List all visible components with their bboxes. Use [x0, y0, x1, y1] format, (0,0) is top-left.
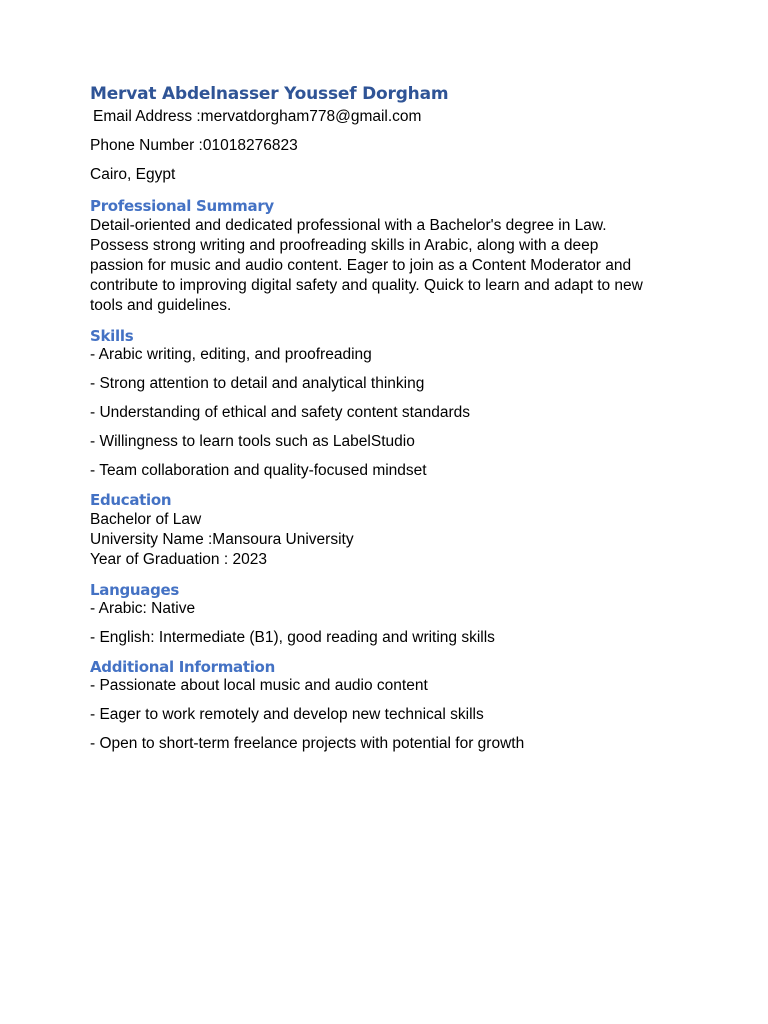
degree: Bachelor of Law — [90, 511, 202, 528]
summary-line: contribute to improving digital safety and quality. Quick to learn and adapt to new — [90, 277, 643, 294]
resume-document — [90, 80, 690, 753]
skill-item: - Team collaboration and quality-focused mindset — [90, 462, 427, 479]
phone-number: Phone Number :01018276823 — [90, 137, 298, 154]
skills-list — [90, 346, 690, 480]
summary-line: tools and guidelines. — [90, 297, 232, 314]
education-details — [90, 510, 690, 570]
graduation-year: Year of Graduation : 2023 — [90, 551, 267, 568]
additional-info-list — [90, 677, 690, 753]
skill-item: - Strong attention to detail and analytical thinking — [90, 375, 425, 392]
section-title-professional-summary: Professional Summary — [90, 197, 274, 215]
summary-line: Possess strong writing and proofreading skills in Arabic, along with a deep — [90, 237, 599, 254]
candidate-name: Mervat Abdelnasser Youssef Dorgham — [90, 84, 449, 104]
additional-info-item: - Open to short-term freelance projects with potential for growth — [90, 735, 525, 752]
additional-info-item: - Eager to work remotely and develop new technical skills — [90, 706, 484, 723]
summary-line: Detail-oriented and dedicated professional with a Bachelor's degree in Law. — [90, 217, 607, 234]
skill-item: - Understanding of ethical and safety content standards — [90, 404, 470, 421]
location: Cairo, Egypt — [90, 166, 176, 183]
language-item: - English: Intermediate (B1), good reading and writing skills — [90, 629, 495, 646]
languages-list — [90, 600, 690, 647]
summary-line: passion for music and audio content. Eager to join as a Content Moderator and — [90, 257, 632, 274]
section-title-education: Education — [90, 491, 172, 509]
skill-item: - Willingness to learn tools such as LabelStudio — [90, 433, 415, 450]
additional-info-item: - Passionate about local music and audio content — [90, 677, 428, 694]
section-title-skills: Skills — [90, 327, 134, 345]
language-item: - Arabic: Native — [90, 600, 196, 617]
university-name: University Name :Mansoura University — [90, 531, 354, 548]
skill-item: - Arabic writing, editing, and proofreading — [90, 346, 372, 363]
email-address: Email Address :mervatdorgham778@gmail.com — [93, 108, 422, 125]
section-title-languages: Languages — [90, 581, 180, 599]
professional-summary-text — [90, 216, 690, 316]
section-title-additional-information: Additional Information — [90, 658, 275, 676]
